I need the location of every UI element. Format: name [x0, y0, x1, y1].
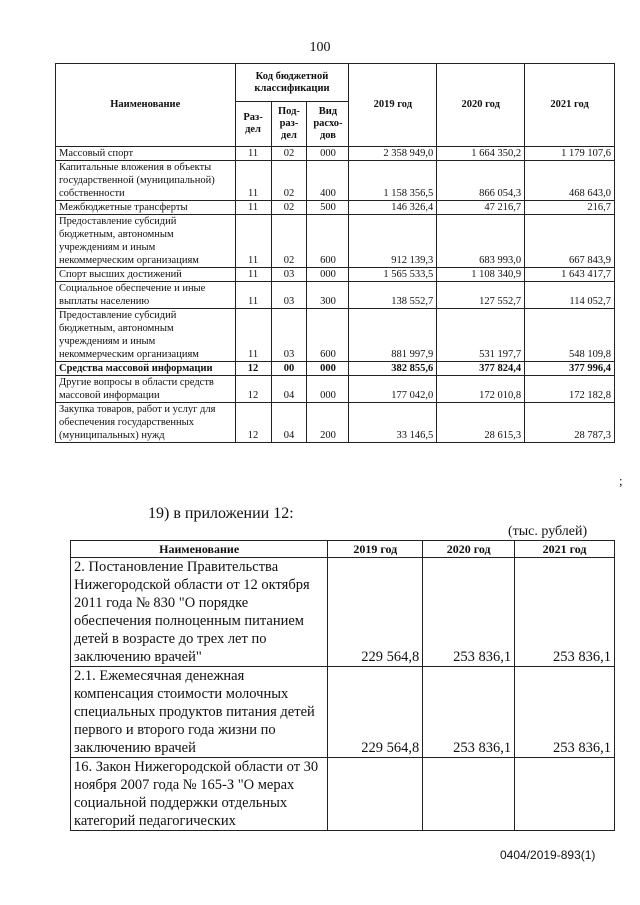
table-row [56, 215, 615, 268]
t2-header-2019: 2019 год [328, 541, 423, 558]
row-razdel: 11 [235, 268, 271, 282]
row-podrazdel: 04 [271, 403, 307, 443]
t2-row-2020: 253 836,1 [423, 667, 515, 758]
row-razdel: 12 [235, 376, 271, 403]
table-row [56, 147, 615, 161]
table-row [56, 268, 615, 282]
row-2020: 683 993,0 [437, 215, 525, 268]
row-podrazdel: 03 [271, 282, 307, 309]
t2-row-name: 2. Постановление Правительства Нижегородской области от 12 октября 2011 года № 830 "О порядке обеспечения полноценным питанием детей в возрасте до трех лет по заключению врачей" [71, 558, 328, 667]
row-podrazdel: 02 [271, 161, 307, 201]
row-2019: 138 552,7 [349, 282, 437, 309]
table-row [56, 161, 615, 201]
row-2020: 172 010,8 [437, 376, 525, 403]
row-podrazdel: 02 [271, 215, 307, 268]
budget-table [55, 63, 615, 443]
row-2019: 1 565 533,5 [349, 268, 437, 282]
row-razdel: 11 [235, 215, 271, 268]
row-2019: 881 997,9 [349, 309, 437, 362]
row-2021: 1 179 107,6 [525, 147, 615, 161]
section-label: 19) в приложении 12: [148, 505, 294, 522]
t2-row-2019 [328, 758, 423, 831]
row-2020: 866 054,3 [437, 161, 525, 201]
row-2019: 912 139,3 [349, 215, 437, 268]
t2-row-2021: 253 836,1 [515, 667, 615, 758]
table-row [71, 758, 615, 831]
row-2020: 47 216,7 [437, 201, 525, 215]
row-podrazdel: 02 [271, 201, 307, 215]
row-2021: 667 843,9 [525, 215, 615, 268]
row-vid: 300 [307, 282, 349, 309]
header-vid: Вид расхо- дов [307, 102, 349, 147]
row-vid: 000 [307, 376, 349, 403]
header-2020: 2020 год [437, 64, 525, 147]
row-2020: 127 552,7 [437, 282, 525, 309]
row-2019: 33 146,5 [349, 403, 437, 443]
document-code: 0404/2019-893(1) [500, 848, 596, 862]
row-2019: 1 158 356,5 [349, 161, 437, 201]
t2-row-2019: 229 564,8 [328, 667, 423, 758]
t2-row-name: 2.1. Ежемесячная денежная компенсация стоимости молочных специальных продуктов питания детей первого и второго года жизни по заключению врачей [71, 667, 328, 758]
row-2021: 377 996,4 [525, 362, 615, 376]
t2-row-2019: 229 564,8 [328, 558, 423, 667]
t2-header-2021: 2021 год [515, 541, 615, 558]
row-name: Спорт высших достижений [56, 268, 236, 282]
row-name: Предоставление субсидий бюджетным, автономным учреждениям и иным некоммерческим организациям [56, 309, 236, 362]
t2-row-2020 [423, 758, 515, 831]
row-name: Другие вопросы в области средств массовой информации [56, 376, 236, 403]
appendix-12-table [70, 540, 615, 831]
row-vid: 200 [307, 403, 349, 443]
row-2020: 28 615,3 [437, 403, 525, 443]
row-2020: 1 108 340,9 [437, 268, 525, 282]
row-name: Средства массовой информации [56, 362, 236, 376]
row-2021: 114 052,7 [525, 282, 615, 309]
unit-label: (тыс. рублей) [508, 524, 588, 539]
row-2021: 548 109,8 [525, 309, 615, 362]
row-vid: 600 [307, 215, 349, 268]
header-budget-code: Код бюджетной классификации [235, 64, 349, 102]
row-2020: 377 824,4 [437, 362, 525, 376]
row-vid: 000 [307, 268, 349, 282]
t2-row-2021 [515, 758, 615, 831]
row-vid: 600 [307, 309, 349, 362]
row-vid: 500 [307, 201, 349, 215]
table-trailing-semicolon: ; [619, 473, 623, 488]
row-2020: 1 664 350,2 [437, 147, 525, 161]
row-name: Закупка товаров, работ и услуг для обеспечения государственных (муниципальных) нужд [56, 403, 236, 443]
row-podrazdel: 03 [271, 309, 307, 362]
table-row [71, 667, 615, 758]
row-2021: 1 643 417,7 [525, 268, 615, 282]
t2-header-2020: 2020 год [423, 541, 515, 558]
row-podrazdel: 03 [271, 268, 307, 282]
row-2019: 2 358 949,0 [349, 147, 437, 161]
row-podrazdel: 00 [271, 362, 307, 376]
header-podrazdel: Под- раз- дел [271, 102, 307, 147]
row-2021: 468 643,0 [525, 161, 615, 201]
row-podrazdel: 04 [271, 376, 307, 403]
t2-row-name: 16. Закон Нижегородской области от 30 ноября 2007 года № 165-З "О мерах социальной поддержки отдельных категорий педагогических [71, 758, 328, 831]
table-row [56, 309, 615, 362]
row-2020: 531 197,7 [437, 309, 525, 362]
header-name: Наименование [56, 64, 236, 147]
page-number: 100 [309, 40, 331, 55]
table-row [56, 362, 615, 376]
row-razdel: 11 [235, 282, 271, 309]
t2-row-2021: 253 836,1 [515, 558, 615, 667]
t2-header-name: Наименование [71, 541, 328, 558]
row-2021: 28 787,3 [525, 403, 615, 443]
row-2021: 172 182,8 [525, 376, 615, 403]
row-razdel: 12 [235, 403, 271, 443]
row-vid: 400 [307, 161, 349, 201]
row-2021: 216,7 [525, 201, 615, 215]
header-razdel: Раз- дел [235, 102, 271, 147]
row-2019: 146 326,4 [349, 201, 437, 215]
table-row [56, 376, 615, 403]
row-podrazdel: 02 [271, 147, 307, 161]
appendix-12-table-body [71, 558, 615, 831]
row-name: Предоставление субсидий бюджетным, автономным учреждениям и иным некоммерческим организациям [56, 215, 236, 268]
table-row [56, 201, 615, 215]
row-razdel: 11 [235, 201, 271, 215]
header-2021: 2021 год [525, 64, 615, 147]
row-2019: 177 042,0 [349, 376, 437, 403]
budget-table-body [56, 147, 615, 443]
row-razdel: 12 [235, 362, 271, 376]
row-razdel: 11 [235, 309, 271, 362]
row-name: Социальное обеспечение и иные выплаты населению [56, 282, 236, 309]
row-razdel: 11 [235, 147, 271, 161]
header-2019: 2019 год [349, 64, 437, 147]
row-2019: 382 855,6 [349, 362, 437, 376]
row-razdel: 11 [235, 161, 271, 201]
row-name: Капитальные вложения в объекты государственной (муниципальной) собственности [56, 161, 236, 201]
t2-row-2020: 253 836,1 [423, 558, 515, 667]
table-row [56, 282, 615, 309]
table-row [56, 403, 615, 443]
row-name: Массовый спорт [56, 147, 236, 161]
row-name: Межбюджетные трансферты [56, 201, 236, 215]
row-vid: 000 [307, 362, 349, 376]
table-row [71, 558, 615, 667]
row-vid: 000 [307, 147, 349, 161]
